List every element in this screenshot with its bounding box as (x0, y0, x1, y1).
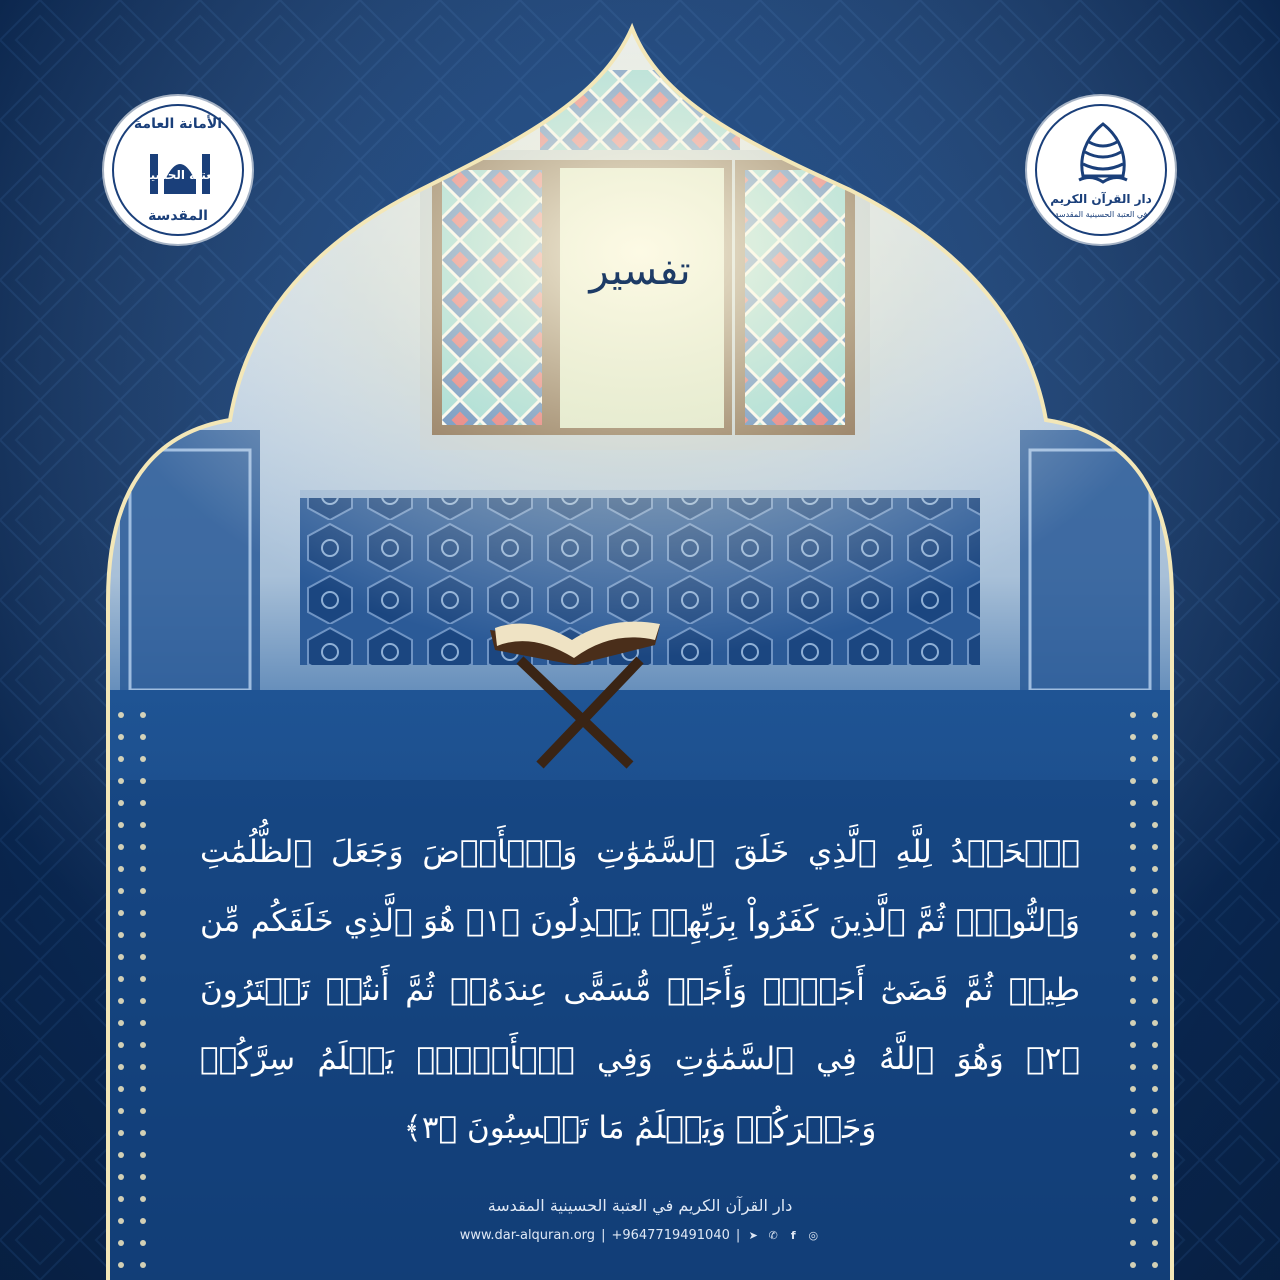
left-logo-top-text: الأمانة العامة (133, 116, 223, 132)
footer-separator: | (601, 1228, 606, 1243)
whatsapp-icon[interactable]: ✆ (768, 1228, 778, 1242)
page-title: تفسير (589, 248, 691, 294)
left-logo (104, 96, 252, 244)
footer-website[interactable]: www.dar-alquran.org (459, 1228, 596, 1243)
footer-org-name: دار القرآن الكريم في العتبة الحسينية المقدسة (487, 1196, 793, 1215)
quran-dome-icon (1073, 120, 1133, 190)
right-logo (1027, 96, 1175, 244)
right-logo-title: دار القرآن الكريم (1050, 192, 1152, 206)
footer-phone[interactable]: +9647719491040 (611, 1228, 730, 1243)
telegram-icon[interactable]: ➤ (748, 1228, 758, 1242)
left-logo-bottom-text: المقدسة (148, 208, 208, 224)
verse-text: ٱلۡحَمۡدُ لِلَّهِ ٱلَّذِي خَلَقَ ٱلسَّمَٰوَٰتِ وَٱلۡأَرۡضَ وَجَعَلَ ٱلظُّلُمَٰتِ وَٱلنُّورَۖ ثُمَّ ٱلَّذِينَ كَفَرُواْ بِرَبِّهِمۡ يَعۡدِلُونَ ﴿١﴾ هُوَ ٱلَّذِي خَلَقَكُم مِّن طِينٖ ثُمَّ قَضَىٰٓ أَجَلٗاۖ وَأَجَلٞ مُّسَمًّى عِندَهُۥۖ ثُمَّ أَنتُمۡ تَمۡتَرُونَ ﴿٢﴾ وَهُوَ ٱللَّهُ فِي ٱلسَّمَٰوَٰتِ وَفِي ٱلۡأَرۡضِۖ يَعۡلَمُ سِرَّكُمۡ وَجَهۡرَكُمۡ وَيَعۡلَمُ مَا تَكۡسِبُونَ ﴿٣﴾ (200, 834, 1081, 1146)
instagram-icon[interactable]: ◎ (808, 1228, 819, 1242)
footer-contact (380, 1228, 900, 1243)
right-logo-subtitle: في العتبة الحسينية المقدسة (1054, 210, 1148, 219)
left-logo-middle-text: للعتبة الحسينية (133, 168, 223, 182)
facebook-icon[interactable]: f (790, 1228, 796, 1242)
footer-separator: | (735, 1228, 741, 1243)
